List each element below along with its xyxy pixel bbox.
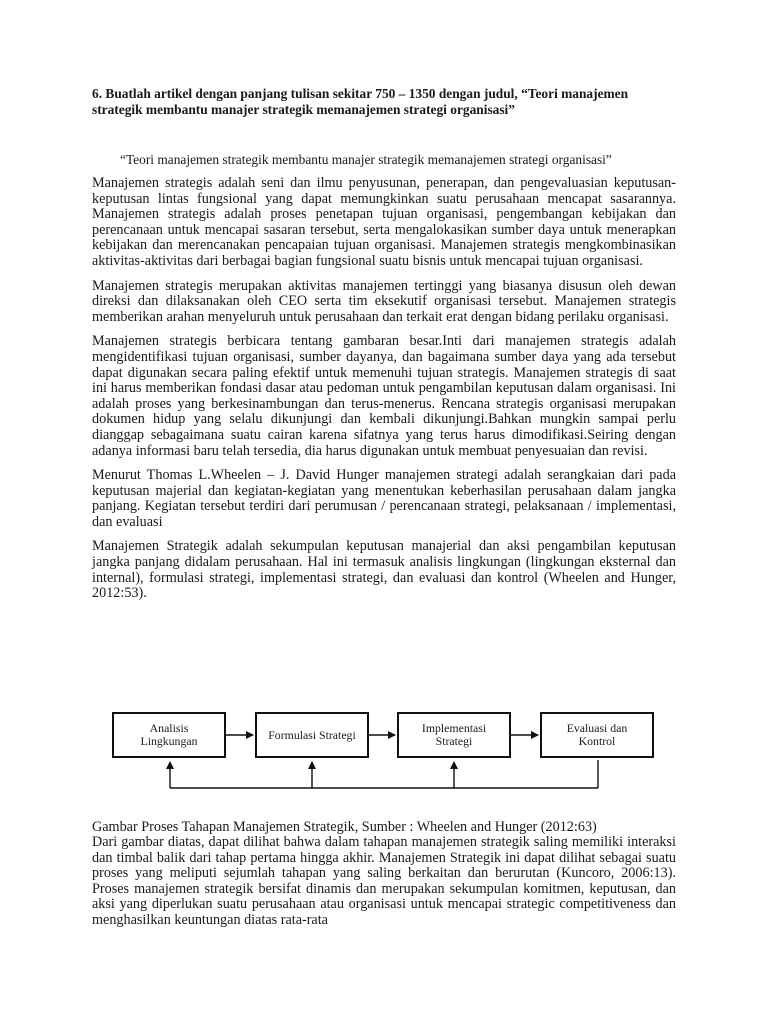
question-block bbox=[92, 86, 676, 118]
article-title: “Teori manajemen strategik membantu manajer strategik memanajemen strategi organisasi” bbox=[120, 152, 612, 167]
caption-block bbox=[92, 819, 676, 929]
paragraph-4: Menurut Thomas L.Wheelen – J. David Hunger manajemen strategi adalah serangkaian dari pada keputusan majerial dan kegiatan-kegiatan yang menentukan keberhasilan perusahaan dalam jangka panjang. Kegiatan tersebut terdiri dari perumusan / perencanaan strategi, pelaksanaan / implementasi, dan evaluasi bbox=[92, 467, 676, 530]
question-heading: 6. Buatlah artikel dengan panjang tulisan sekitar 750 – 1350 dengan judul, “Teori manajemen strategik membantu manajer strategik memanajemen strategi organisasi” bbox=[92, 86, 629, 117]
step-analisis-lingkungan: Analisis Lingkungan bbox=[112, 712, 226, 758]
closing-paragraph: Dari gambar diatas, dapat dilihat bahwa dalam tahapan manajemen strategik saling memiliki interaksi dan timbal balik dari tahap pertama hingga akhir. Manajemen Strategik ini dapat dilihat sebagai suatu proses yang meliputi sejumlah tahapan yang saling berkaitan dan berurutan (Kuncoro, 2006:13). Proses manajemen strategik bersifat dinamis dan merupakan sekumpulan komitmen, keputusan, dan aksi yang diperlukan suatu perusahaan atau organisasi untuk mencapai strategic competitiveness dan menghasilkan keuntungan diatas rata-rata bbox=[92, 834, 676, 928]
step-implementasi-strategi: Implementasi Strategi bbox=[397, 712, 511, 758]
process-diagram bbox=[108, 708, 660, 794]
paragraph-3: Manajemen strategis berbicara tentang gambaran besar.Inti dari manajemen strategis adalah mengidentifikasi tujuan organisasi, sumber dayanya, dan bagaimana sumber daya yang ada tersebut dapat digunakan secara paling efektif untuk memenuhi tujuan strategis. Manajemen strategis di saat ini harus memberikan fondasi dasar atau pedoman untuk pengambilan keputusan dalam organisasi. Ini adalah proses yang berkesinambungan dan terus-menerus. Rencana strategis organisasi merupakan dokumen hidup yang selalu dikunjungi dan kembali dikunjungi.Bahkan mungkin sampai perlu dianggap sebagaimana suatu cairan karena sifatnya yang terus harus dimodifikasi.Seiring dengan adanya informasi baru telah tersedia, dia harus digunakan untuk membuat penyesuaian dan revisi. bbox=[92, 333, 676, 459]
article-body bbox=[92, 176, 676, 611]
paragraph-2: Manajemen strategis merupakan aktivitas manajemen tertinggi yang biasanya disusun oleh dewan direksi dan dilaksanakan oleh CEO serta tim eksekutif organisasi tersebut. Manajemen strategis memberikan arahan menyeluruh untuk perusahaan dan terkait erat dengan bidang perilaku organisasi. bbox=[92, 277, 676, 325]
paragraph-5: Manajemen Strategik adalah sekumpulan keputusan manajerial dan aksi pengambilan keputusan jangka panjang didalam perusahaan. Hal ini termasuk analisis lingkungan (lingkungan eksternal dan internal), formulasi strategi, implementasi strategi, dan evaluasi dan kontrol (Wheelen and Hunger, 2012:53). bbox=[92, 538, 676, 602]
step-evaluasi-dan-kontrol: Evaluasi dan Kontrol bbox=[540, 712, 654, 758]
step-formulasi-strategi: Formulasi Strategi bbox=[255, 712, 369, 758]
figure-caption: Gambar Proses Tahapan Manajemen Strategik, Sumber : Wheelen and Hunger (2012:63) bbox=[92, 819, 597, 835]
paragraph-1: Manajemen strategis adalah seni dan ilmu penyusunan, penerapan, dan pengevaluasian keputusan-keputusan lintas fungsional yang dapat memungkinkan suatu perusahaan mencapat sasarannya. Manajemen strategis adalah proses penetapan tujuan organisasi, pengembangan kebijakan dan perencanaan untuk mencapai sasaran tersebut, serta mengalokasikan sumber daya untuk menerapkan kebijakan dan merencanakan pencapaian tujuan organisasi. Manajemen strategis mengkombinasikan aktivitas-aktivitas dari berbagai bagian fungsional suatu bisnis untuk mencapai tujuan organisasi. bbox=[92, 175, 676, 269]
